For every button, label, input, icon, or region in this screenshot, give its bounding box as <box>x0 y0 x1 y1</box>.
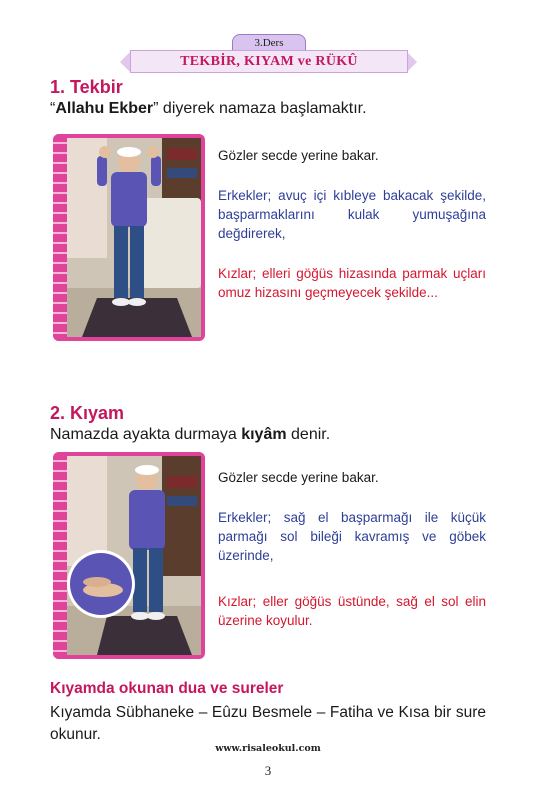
lesson-number: 3.Ders <box>232 34 306 53</box>
photo-kiyam-image <box>67 456 201 655</box>
kiyam-general: Gözler secde yerine bakar. <box>218 470 379 485</box>
boy-kiyam-illustration <box>67 456 201 655</box>
tekbir-men: Erkekler; avuç içi kıbleye bakacak şekilde, başparmaklarını kulak yumuşağına değdirerek, <box>218 188 486 241</box>
tekbir-women: Kızlar; elleri göğüs hizasında parmak uçları omuz hizasını geçmeyecek şekilde... <box>218 266 486 300</box>
kiyam-women: Kızlar; eller göğüs üstünde, sağ el sol elin üzerine koyulur. <box>218 594 486 628</box>
boy-tekbir-illustration <box>67 138 201 337</box>
tekbir-general: Gözler secde yerine bakar. <box>218 148 379 163</box>
intro-kiyam: Namazda ayakta durmaya kıyâm denir. <box>50 426 331 443</box>
intro-tekbir: “Allahu Ekber” diyerek namaza başlamaktır. <box>50 100 367 117</box>
section-title-kiyam: 2. Kıyam <box>50 403 125 423</box>
intro-tekbir-bold: Allahu Ekber <box>55 100 154 117</box>
banner-fold-left <box>120 52 130 72</box>
photo-tekbir-image <box>67 138 201 337</box>
photo-tekbir <box>53 134 205 341</box>
photo-kiyam <box>53 452 205 659</box>
page-number: 3 <box>264 763 272 778</box>
intro-kiyam-bold: kıyâm <box>241 426 287 443</box>
kiyam-dua-text: Kıyamda Sübhaneke – Eûzu Besmele – Fatiha ve Kısa bir sure okunur. <box>50 704 486 743</box>
photo-frame-decoration <box>53 134 67 341</box>
section-title-tekbir: 1. Tekbir <box>50 77 123 97</box>
kiyam-men: Erkekler; sağ el başparmağı ile küçük parmağı sol bileği kavramış ve göbek üzerinde, <box>218 510 486 563</box>
banner-fold-right <box>407 52 417 72</box>
lesson-title: TEKBİR, KIYAM ve RÜKÛ <box>130 50 408 73</box>
footer-url: www.risaleokul.com <box>215 743 321 754</box>
photo-frame-decoration <box>53 452 67 659</box>
section-title-kiyam-dua: Kıyamda okunan dua ve sureler <box>50 680 284 697</box>
